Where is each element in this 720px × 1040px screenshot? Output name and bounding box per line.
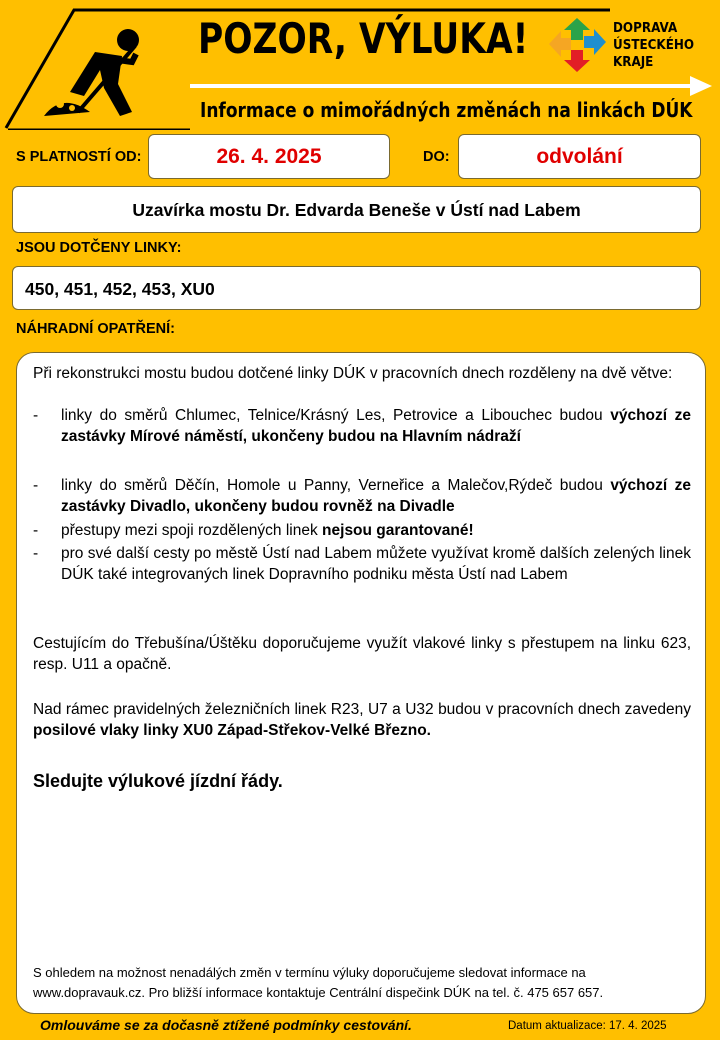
affected-lines-label: JSOU DOTČENY LINKY:	[16, 240, 182, 256]
extra-trains-paragraph	[33, 699, 691, 741]
list-item-bold: výchozí ze zastávky Divadlo, ukončeny budou rovněž na Divadle	[61, 477, 691, 515]
brand-line: DOPRAVA	[613, 21, 678, 36]
closing-note: Sledujte výlukové jízdní řády.	[33, 771, 283, 791]
list-dash: -	[33, 407, 39, 424]
page-title: POZOR, VÝLUKA!	[198, 14, 529, 63]
update-date: Datum aktualizace: 17. 4. 2025	[508, 1020, 667, 1032]
measures-label: NÁHRADNÍ OPATŘENÍ:	[16, 321, 175, 337]
list-item-text: linky do směrů Děčín, Homole u Panny, Verneřice a Malečov,Rýdeč budou	[61, 477, 611, 494]
closure-headline: Uzavírka mostu Dr. Edvarda Beneše v Ústí nad Labem	[12, 186, 701, 233]
list-item	[33, 543, 691, 585]
arrow-icon	[690, 76, 712, 96]
valid-to-value: odvolání	[458, 134, 701, 179]
apology-note: Omlouváme se za dočasně ztížené podmínky cestování.	[40, 1017, 412, 1033]
list-item	[33, 405, 691, 447]
intro-paragraph: Při rekonstrukci mostu budou dotčené linky DÚK v pracovních dnech rozděleny na dvě větve:	[33, 365, 673, 382]
list-item-bold: výchozí ze zastávky Mírové náměstí, ukončeny budou na Hlavním nádraží	[61, 407, 692, 445]
list-item-text: linky do směrů Chlumec, Telnice/Krásný Les, Petrovice a Libouchec budou	[61, 407, 611, 424]
brand-name	[613, 20, 694, 71]
duk-logo-icon	[549, 18, 606, 72]
list-item	[33, 475, 691, 517]
list-item-text: pro své další cesty po městě Ústí nad Labem můžete využívat kromě dalších zelených linek DÚK také integrovaných linek Dopravního podniku města Ústí nad Labem	[61, 545, 691, 583]
footnote: S ohledem na možnost nenadálých změn v termínu výluky doporučujeme sledovat informace na www.dopravauk.cz. Pro bližší informace kontaktuje Centrální dispečink DÚK na tel. č. 475 657 657.	[33, 965, 604, 1000]
valid-to-label: DO:	[423, 149, 450, 165]
affected-lines-value: 450, 451, 452, 453, XU0	[12, 266, 701, 310]
list-item-bold: nejsou garantované!	[322, 522, 474, 539]
list-dash: -	[33, 545, 39, 562]
list-item	[33, 520, 691, 541]
train-advice-paragraph: Cestujícím do Třebušína/Úštěku doporučujeme využít vlakové linky s přestupem na linku 623, resp. U11 a opačně.	[33, 635, 691, 673]
list-dash: -	[33, 522, 39, 539]
valid-from-label: S PLATNOSTÍ OD:	[16, 149, 142, 165]
extra-trains-bold: posilové vlaky linky XU0 Západ-Střekov-Velké Březno.	[33, 722, 431, 739]
brand-line: ÚSTECKÉHO	[613, 38, 695, 53]
extra-trains-text: Nad rámec pravidelných železničních linek R23, U7 a U32 budou v pracovních dnech zavedeny	[33, 701, 691, 718]
list-item-text: přestupy mezi spoji rozdělených linek	[61, 522, 323, 539]
valid-from-value: 26. 4. 2025	[148, 134, 390, 179]
brand-line: KRAJE	[613, 55, 654, 70]
measures-content	[16, 352, 706, 1014]
worker-icon	[44, 29, 139, 116]
list-dash: -	[33, 477, 39, 494]
page-subtitle: Informace o mimořádných změnách na linkách DÚK	[200, 98, 693, 122]
